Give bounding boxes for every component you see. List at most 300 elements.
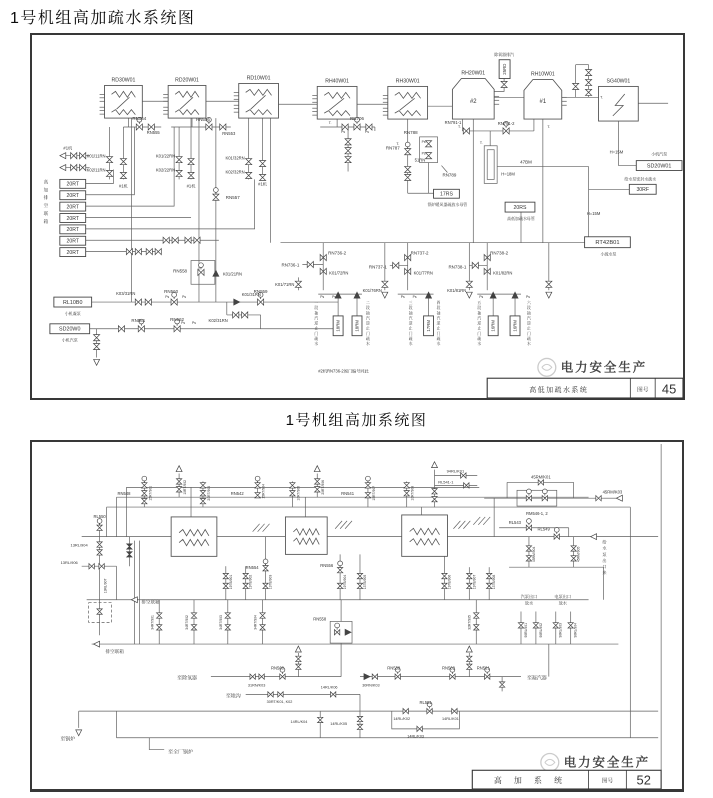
drain-system-diagram xyxy=(32,35,683,398)
valve-icon xyxy=(220,124,226,130)
watermark-logo-icon xyxy=(538,358,556,376)
tag-box-label: 20RT xyxy=(66,193,80,200)
label: RN562 xyxy=(441,665,455,671)
label: 13TB/908 xyxy=(492,574,497,590)
valve-icon xyxy=(573,83,579,89)
label: T. xyxy=(600,95,603,100)
equipment-label: RD10W01 xyxy=(246,75,271,82)
valve-icon xyxy=(155,249,161,255)
label: 20RT/903 xyxy=(206,485,211,501)
vertical-label: 一段抽汽逆止门疏水 xyxy=(314,301,319,347)
valve-icon xyxy=(404,491,409,496)
valve-icon xyxy=(382,281,388,287)
valve-icon xyxy=(487,583,492,588)
valve-icon xyxy=(533,623,538,628)
label: #1机 xyxy=(63,145,73,151)
tag-box-label: 20RT xyxy=(66,238,80,245)
valve-icon xyxy=(280,674,285,679)
valve-icon xyxy=(188,172,194,178)
valve-icon xyxy=(526,556,531,561)
label: Ps xyxy=(364,129,369,134)
label: RL550 xyxy=(93,513,106,519)
label: 32RT/905 xyxy=(467,615,472,630)
label: 90RL/901 xyxy=(523,623,528,638)
heat-exchanger xyxy=(402,515,448,556)
valve-icon xyxy=(467,664,472,669)
valve-icon xyxy=(225,625,230,630)
page-title-2: 1号机组高加系统图 xyxy=(285,412,428,429)
arrow-icon xyxy=(466,646,472,652)
titleblock-name: 高低加疏水系统 xyxy=(529,387,589,395)
valve-icon xyxy=(330,692,335,697)
label: K02/11RN xyxy=(86,167,106,173)
tag-box-label: SD20W0 xyxy=(59,326,81,333)
valve-icon xyxy=(452,708,457,713)
arrow-icon xyxy=(432,462,438,468)
watermark-text: 电力安全生产 xyxy=(560,360,648,375)
valve-icon xyxy=(223,583,228,588)
valve-icon xyxy=(526,525,531,530)
equipment-label: SG40W01 xyxy=(606,78,631,85)
label: K02/31RN xyxy=(208,317,228,323)
valve-icon xyxy=(157,613,162,618)
tag-box-label: 17RM xyxy=(426,319,432,332)
label: RN738-1 xyxy=(448,264,467,270)
label: Ps xyxy=(400,295,405,300)
valve-icon xyxy=(194,237,200,243)
label: RN737-1 xyxy=(368,264,387,270)
arrow-icon xyxy=(354,292,360,298)
valve-icon xyxy=(315,479,320,484)
valve-icon xyxy=(118,326,124,332)
valve-icon xyxy=(290,483,295,488)
valve-icon xyxy=(206,124,212,130)
label: Ps xyxy=(192,320,196,325)
label: 34RT/903 xyxy=(218,615,223,630)
label: RN787 xyxy=(385,145,400,151)
valve-icon xyxy=(200,498,205,503)
equipment-label: RD30W01 xyxy=(111,77,136,84)
label: Ps xyxy=(181,320,186,325)
label: RN542 xyxy=(230,491,244,497)
label: 排空联箱 xyxy=(141,599,160,605)
label: #1机 xyxy=(258,181,267,187)
valve-icon xyxy=(307,261,313,267)
valve-icon xyxy=(546,281,552,287)
tag-box-label: 30RF xyxy=(636,187,650,194)
valve-icon xyxy=(432,497,437,502)
valve-icon xyxy=(405,174,411,180)
label: K02/22RN xyxy=(155,167,176,173)
tag-box-label: 18RM xyxy=(354,319,360,332)
vertical-label: 六段抽汽逆止门疏水 xyxy=(527,301,531,347)
valve-icon xyxy=(176,170,182,176)
valve-icon xyxy=(80,153,86,159)
label: 汽泵出口 xyxy=(520,593,538,599)
label: 14RL/K05 xyxy=(330,721,348,726)
vertical-label: 二段抽汽逆止门疏水 xyxy=(366,301,370,347)
valve-icon xyxy=(172,237,178,243)
valve-icon xyxy=(191,613,196,618)
label: RN560 xyxy=(164,289,179,295)
valve-actuator-icon xyxy=(199,263,204,268)
outline-rect xyxy=(487,150,494,180)
label: 30RN/K03 xyxy=(362,683,380,688)
valve-icon xyxy=(568,623,573,628)
valve-icon xyxy=(255,483,260,488)
diagram1-frame xyxy=(30,33,685,400)
vertical-label: 给水泵出口来 xyxy=(602,539,607,576)
valve-icon xyxy=(142,498,147,503)
valve-icon xyxy=(526,546,531,551)
valve-icon xyxy=(89,564,94,569)
valve-icon xyxy=(425,141,431,147)
valve-icon xyxy=(176,487,181,492)
valve-icon xyxy=(425,153,431,159)
label: 电泵出口 xyxy=(554,593,572,599)
arrow-icon xyxy=(94,641,100,647)
valve-icon xyxy=(518,623,523,628)
valve-icon xyxy=(213,194,219,200)
tag-box-label: 16RM xyxy=(512,319,518,332)
label: RN789 xyxy=(442,172,457,178)
valve-icon xyxy=(393,262,399,268)
label: 90RL/903 xyxy=(558,623,563,638)
valve-icon xyxy=(126,249,132,255)
vertical-label: 四段抽汽逆止门疏水 xyxy=(436,301,441,347)
label: 至地沟 xyxy=(225,694,241,700)
arrow-icon xyxy=(512,292,518,298)
valve-icon xyxy=(372,674,377,679)
label: 19TB/907 xyxy=(472,574,477,590)
valve-icon xyxy=(432,489,437,494)
valve-icon xyxy=(94,344,100,350)
label: RL549 xyxy=(537,526,550,532)
label: 45RM/K03 xyxy=(602,489,623,495)
valve-icon xyxy=(357,583,362,588)
titleblock-name: 高 加 系 统 xyxy=(493,776,568,786)
label: Ps xyxy=(412,295,417,300)
label: K01/77RN xyxy=(413,270,433,276)
tank-number: #2 xyxy=(469,98,477,105)
label: T. xyxy=(547,124,551,129)
heater-system-diagram xyxy=(32,442,682,789)
valve-icon xyxy=(487,573,492,578)
label: 19TB/902 xyxy=(248,574,253,590)
label: K01/71RN xyxy=(275,282,295,288)
label: RN561 xyxy=(476,665,490,671)
valve-actuator-icon xyxy=(335,623,340,628)
label: RN738-2 xyxy=(490,250,509,256)
valve-actuator-icon xyxy=(366,476,371,481)
valve-icon xyxy=(171,299,177,305)
valve-actuator-icon xyxy=(527,519,532,524)
pipe-line xyxy=(149,738,164,750)
valve-icon xyxy=(99,564,104,569)
valve-icon xyxy=(97,542,102,547)
tank-number: #1 xyxy=(539,99,547,106)
valve-icon xyxy=(191,625,196,630)
arrow-icon xyxy=(213,270,219,276)
label: 45RM/K01 xyxy=(531,474,551,480)
label: H=18M xyxy=(501,171,515,177)
tag-box-label: 20RT xyxy=(66,215,80,222)
label: 至凝汽器 xyxy=(526,676,547,682)
vertical-label: 五段抽汽逆止门疏水 xyxy=(477,301,482,347)
label: RN555 xyxy=(146,129,160,135)
valve-icon xyxy=(503,128,509,134)
valve-icon xyxy=(345,139,351,145)
label: 14RL/K02 xyxy=(393,717,411,721)
label: 放水 xyxy=(558,600,567,606)
valve-icon xyxy=(290,491,295,496)
label: T. xyxy=(396,141,400,146)
arrow-icon xyxy=(382,292,388,298)
valve-icon xyxy=(176,157,182,163)
label: 45RM/905 xyxy=(576,546,581,563)
valve-icon xyxy=(295,281,301,287)
valve-icon xyxy=(472,262,478,268)
label: 13TB/903 xyxy=(268,574,273,590)
heat-exchanger xyxy=(168,85,206,118)
label: 47BM xyxy=(520,159,532,165)
valve-icon xyxy=(135,299,141,305)
label: RN560 xyxy=(271,665,284,671)
pipe-line xyxy=(494,79,504,92)
label: 45RM/904 xyxy=(531,546,536,563)
valve-icon xyxy=(259,674,264,679)
valve-icon xyxy=(106,157,112,163)
tag-box-label: 18RM xyxy=(335,319,341,332)
titleblock-no: 52 xyxy=(636,772,651,788)
valve-icon xyxy=(357,573,362,578)
label: Ps xyxy=(421,151,426,156)
label: 至全厂锅炉 xyxy=(168,750,193,756)
valve-icon xyxy=(146,249,152,255)
valve-icon xyxy=(485,674,490,679)
tag-box-label: 16RM xyxy=(490,319,496,332)
valve-icon xyxy=(243,573,248,578)
valve-icon xyxy=(315,487,320,492)
arrow-icon xyxy=(60,153,66,159)
valve-icon xyxy=(526,496,531,501)
label: K01/11RN xyxy=(86,153,106,159)
label: 14RL/K01 xyxy=(442,717,459,721)
valve-icon xyxy=(135,249,141,255)
pipe-line xyxy=(441,166,447,173)
heat-exchanger xyxy=(171,517,217,556)
valve-icon xyxy=(365,493,370,498)
label: Ps xyxy=(182,295,187,300)
heat-exchanger xyxy=(388,86,428,119)
label: 排空联箱 xyxy=(105,648,124,654)
valve-icon xyxy=(345,148,351,154)
valve-icon xyxy=(198,269,204,275)
valve-icon xyxy=(260,174,266,180)
valve-icon xyxy=(585,70,591,76)
label: #1机 xyxy=(186,183,196,189)
valve-actuator-icon xyxy=(263,559,268,564)
valve-icon xyxy=(97,609,102,614)
valve-actuator-icon xyxy=(97,519,102,524)
valve-icon xyxy=(467,656,472,661)
valve-icon xyxy=(142,491,147,496)
label: Ps xyxy=(421,139,426,144)
page-title-1: 1号机组高加疏水系统图 xyxy=(10,10,196,27)
valve-icon xyxy=(467,583,472,588)
label: 15RT/901 xyxy=(148,485,153,501)
label: T. xyxy=(328,121,332,126)
valve-actuator-icon xyxy=(338,561,343,566)
valve-icon xyxy=(268,692,273,697)
valve-icon xyxy=(246,172,252,178)
label: 10RT/905 xyxy=(296,485,301,501)
label: 14RL/K06 xyxy=(320,685,338,690)
valve-icon xyxy=(345,157,351,163)
valve-icon xyxy=(553,623,558,628)
label: 小疏水泵 xyxy=(600,251,617,257)
label: 34RT/902 xyxy=(185,615,190,630)
valve-icon xyxy=(71,164,77,170)
label: 给水泵密封水疏水 xyxy=(624,176,657,182)
valve-icon xyxy=(94,335,100,341)
arrow-icon xyxy=(466,292,472,298)
label: RN791-2 xyxy=(497,121,515,127)
valve-icon xyxy=(127,552,132,557)
arrow-icon xyxy=(364,674,370,680)
equipment-label: RD20W01 xyxy=(175,77,199,84)
valve-icon xyxy=(80,164,86,170)
arrow-icon xyxy=(591,534,597,540)
label: Ps xyxy=(320,295,325,300)
label: 90RL/902 xyxy=(538,623,543,638)
label: K01/82RN xyxy=(493,270,513,276)
label: RN541 xyxy=(341,491,355,497)
valve-icon xyxy=(337,583,342,588)
titleblock-no-label: 图号 xyxy=(636,387,649,394)
valve-icon xyxy=(450,674,455,679)
label: 15RT/907 xyxy=(371,485,376,501)
label: RN559 xyxy=(387,665,401,671)
valve-actuator-icon xyxy=(142,476,147,481)
valve-icon xyxy=(97,550,102,555)
watermark-logo-icon xyxy=(541,754,559,772)
valve-icon xyxy=(185,237,191,243)
valve-icon xyxy=(427,708,432,713)
label: 19TB/901 xyxy=(228,574,233,590)
label: RN548 xyxy=(117,491,131,497)
valve-icon xyxy=(357,724,362,729)
label: RN554 xyxy=(132,116,147,122)
label: RN706 xyxy=(350,116,364,122)
valve-icon xyxy=(474,613,479,618)
valve-icon xyxy=(243,583,248,588)
label: RN791-1 xyxy=(444,120,462,126)
equipment-label: RH30W01 xyxy=(395,78,420,85)
valve-icon xyxy=(474,625,479,630)
valve-icon xyxy=(200,491,205,496)
heat-exchanger xyxy=(239,83,279,118)
label: 20RT/906 xyxy=(321,480,326,495)
titleblock-no-label: 图号 xyxy=(601,778,614,785)
watermark-logo-icon xyxy=(545,759,555,765)
label: Ps xyxy=(525,295,530,300)
label: 13RL/904 xyxy=(70,542,88,548)
valve-icon xyxy=(157,625,162,630)
arrow-icon xyxy=(234,299,240,305)
equipment-label: RH40W01 xyxy=(325,78,350,85)
label: 34RT/904 xyxy=(253,615,258,630)
label: 至除氧器 xyxy=(177,676,197,682)
label: H=15M xyxy=(609,149,624,155)
valve-actuator-icon xyxy=(542,489,547,494)
valve-actuator-icon xyxy=(255,476,260,481)
label: RN557 xyxy=(225,195,240,201)
label: Ps xyxy=(165,295,170,300)
label: RN556 xyxy=(320,563,334,569)
valve-icon xyxy=(403,708,408,713)
diagram2-frame xyxy=(30,440,684,792)
label: H=15M xyxy=(586,211,601,217)
label: RN736-2 xyxy=(328,250,347,256)
label: 锅炉暖风器疏放水母管 xyxy=(427,202,468,208)
valve-icon xyxy=(466,281,472,287)
label: K01/22RN xyxy=(155,153,176,159)
valve-actuator-icon xyxy=(213,188,218,193)
valve-icon xyxy=(442,573,447,578)
valve-icon xyxy=(417,726,422,731)
label: 放水 xyxy=(524,600,534,606)
label: 小机汽泵 xyxy=(651,151,668,157)
label: 30RT/K01, K02 xyxy=(266,700,293,705)
tag-box-label: 20RS xyxy=(513,204,527,211)
label: 小机汽泵 xyxy=(61,337,78,343)
valve-icon xyxy=(354,124,360,130)
valve-icon xyxy=(395,674,400,679)
valve-icon xyxy=(334,630,339,635)
label: RL551 xyxy=(419,700,432,706)
label: 高低加疏水母管 xyxy=(507,215,535,221)
valve-icon xyxy=(136,124,142,130)
label: K01/31RN xyxy=(241,292,261,298)
label: Ps xyxy=(341,129,346,134)
arrow-icon xyxy=(176,466,182,472)
label: 90RL/904 xyxy=(573,623,578,638)
valve-icon xyxy=(461,473,466,478)
valve-icon xyxy=(106,170,112,176)
label: #1机 xyxy=(119,183,128,189)
tag-box-label: 17RS xyxy=(440,191,453,198)
label: 34RT/901 xyxy=(150,615,155,630)
valve-icon xyxy=(542,496,547,501)
valve-icon xyxy=(501,81,507,87)
label: RN554 xyxy=(245,565,259,571)
valve-icon xyxy=(145,299,151,305)
label: RN556 xyxy=(195,117,210,123)
label: RN788 xyxy=(403,129,418,135)
valve-icon xyxy=(318,717,323,722)
valve-icon xyxy=(200,483,205,488)
label: 13RL/907 xyxy=(103,578,108,594)
label: K02/32RN xyxy=(225,169,245,175)
heat-exchanger xyxy=(105,85,143,118)
valve-icon xyxy=(142,483,147,488)
valve-icon xyxy=(242,312,248,318)
label: K03/31RN xyxy=(116,291,136,297)
valve-icon xyxy=(554,534,559,539)
valve-icon xyxy=(255,493,260,498)
valve-icon xyxy=(188,159,194,165)
